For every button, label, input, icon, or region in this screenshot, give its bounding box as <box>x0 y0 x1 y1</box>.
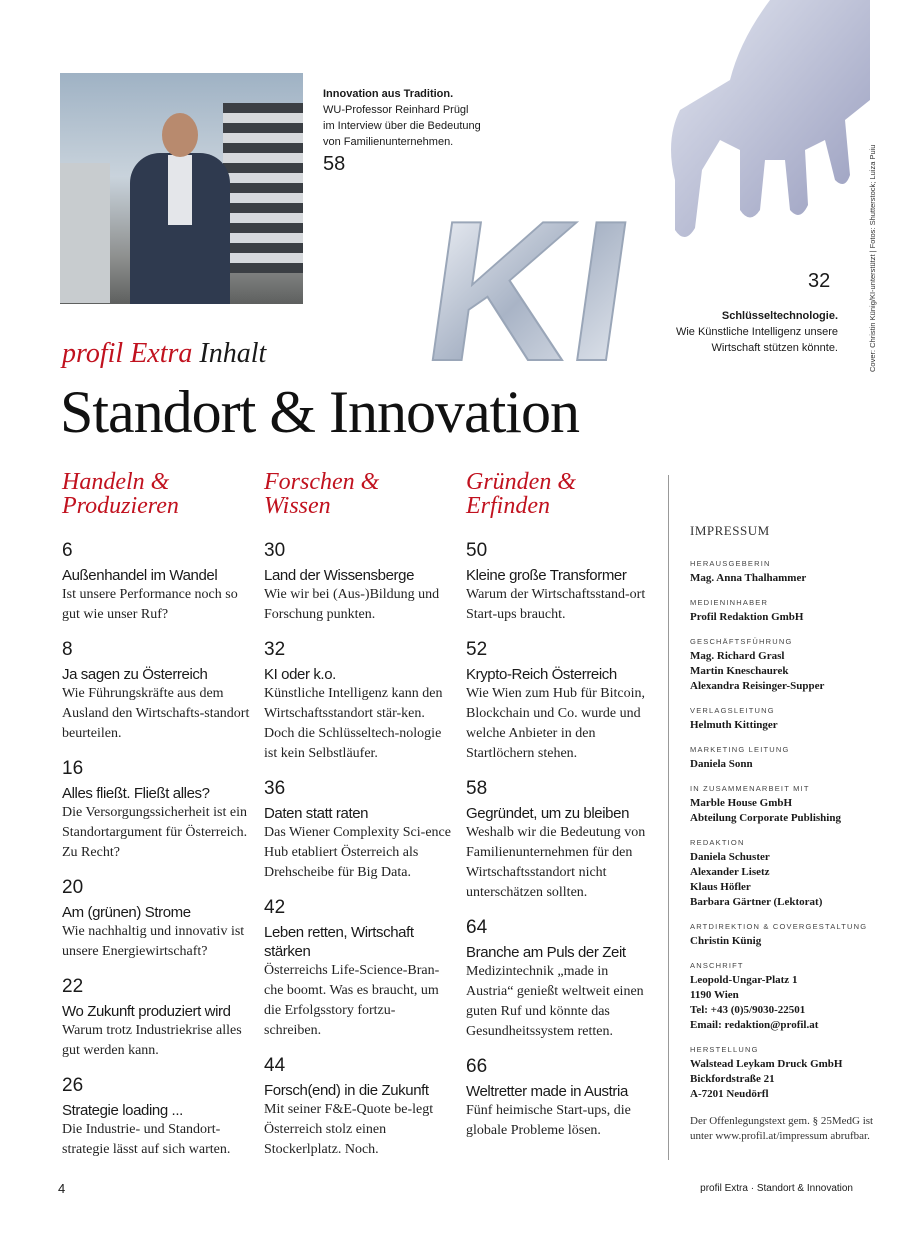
impressum-names <box>690 1057 890 1102</box>
impressum-names <box>690 571 890 586</box>
toc-item-description: Warum trotz Industriekrise alles gut werden kann. <box>62 1023 242 1058</box>
impressum-role: IN ZUSAMMENARBEIT MIT <box>690 784 810 793</box>
impressum-name: Bickfordstraße 21 <box>690 1073 775 1085</box>
cover-teaser-text: Wie Künstliche Intelligenz unsere Wirtschaft stützen könnte. <box>675 326 838 354</box>
impressum-role: ARTDIREKTION & COVERGESTALTUNG <box>690 922 868 931</box>
kicker <box>62 338 266 370</box>
impressum-role: HERSTELLUNG <box>690 1045 759 1054</box>
toc-item-description: Mit seiner F&E-Quote be-legt Österreich stolz einen Stockerlplatz. Noch. <box>264 1102 434 1157</box>
impressum-role: REDAKTION <box>690 838 745 847</box>
toc-page-number: 16 <box>62 758 84 779</box>
impressum-name: Klaus Höfler <box>690 881 751 893</box>
toc-item-description: Wie Führungskräfte aus dem Ausland den Wirtschafts-standort beurteilen. <box>62 686 250 741</box>
toc-item-title: Außenhandel im Wandel <box>62 567 218 584</box>
impressum-names <box>690 718 890 733</box>
impressum-name: Daniela Sonn <box>690 758 753 770</box>
impressum-role: GESCHÄFTSFÜHRUNG <box>690 637 793 646</box>
impressum-note: Der Offenlegungstext gem. § 25MedG ist unter www.profil.at/impressum abrufbar. <box>690 1115 874 1142</box>
toc-item-description: Ist unsere Performance noch so gut wie unser Ruf? <box>62 587 238 622</box>
toc-page-number: 42 <box>264 897 286 918</box>
impressum-heading: IMPRESSUM <box>690 523 770 538</box>
impressum-name: A-7201 Neudörfl <box>690 1088 769 1100</box>
toc-item-title: Leben retten, Wirtschaft stärken <box>264 924 414 960</box>
impressum-name: Mag. Anna Thalhammer <box>690 572 807 584</box>
impressum-names <box>690 973 890 1033</box>
impressum-name: Abteilung Corporate Publishing <box>690 812 841 824</box>
toc-item-title: Kleine große Transformer <box>466 567 627 584</box>
cover-teaser-page: 32 <box>808 270 831 292</box>
impressum-name: Leopold-Ungar-Platz 1 <box>690 974 798 986</box>
toc-item-title: Daten statt raten <box>264 805 369 822</box>
toc-item-description: Künstliche Intelligenz kann den Wirtschaftsstandort stär-ken. Doch die Schlüsseltech-nologie ist kein Selbstläufer. <box>264 686 443 761</box>
toc-item-title: Alles fließt. Fließt alles? <box>62 785 210 802</box>
impressum-name: Tel: +43 (0)5/9030-22501 <box>690 1004 806 1016</box>
ki-letters: KI <box>413 178 645 403</box>
toc-item[interactable] <box>466 778 654 903</box>
toc-page-number: 64 <box>466 917 488 938</box>
impressum-name: Martin Kneschaurek <box>690 665 789 677</box>
toc-item-description: Die Versorgungssicherheit ist ein Standortargument für Österreich. Zu Recht? <box>62 805 248 860</box>
impressum-name: Alexandra Reisinger-Supper <box>690 680 825 692</box>
impressum-name: 1190 Wien <box>690 989 739 1001</box>
toc-item-description: Das Wiener Complexity Sci-ence Hub etabliert Österreich als Drehscheibe für Big Data. <box>264 825 451 880</box>
impressum-name: Alexander Lisetz <box>690 866 770 878</box>
impressum-role: MEDIENINHABER <box>690 598 769 607</box>
toc-page-number: 36 <box>264 778 286 799</box>
toc-item[interactable] <box>62 1075 250 1160</box>
toc-page-number: 6 <box>62 540 73 561</box>
page-number: 4 <box>58 1181 66 1196</box>
page-title: Standort & Innovation <box>60 379 579 445</box>
section-heading: Handeln & Produzieren <box>62 469 179 519</box>
teaser-title: Innovation aus Tradition. <box>323 88 454 100</box>
impressum-name: Christin Künig <box>690 935 762 947</box>
brand-name: profil Extra <box>62 338 193 369</box>
cover-teaser-title: Schlüsseltechnologie. <box>721 310 838 322</box>
toc-item-title: Krypto-Reich Österreich <box>466 666 617 683</box>
toc-item[interactable] <box>264 897 452 1041</box>
impressum-names <box>690 610 890 625</box>
toc-item[interactable] <box>62 639 250 744</box>
toc-item[interactable] <box>62 758 250 863</box>
impressum-name: Walstead Leykam Druck GmbH <box>690 1058 843 1070</box>
toc-item-description: Warum der Wirtschaftsstand-ort Start-ups braucht. <box>466 587 646 622</box>
teaser-page: 58 <box>323 153 346 175</box>
toc-item-title: Land der Wissensberge <box>264 567 415 584</box>
toc-item-title: Wo Zukunft produziert wird <box>62 1003 231 1020</box>
impressum-role: HERAUSGEBERIN <box>690 559 771 568</box>
toc-item[interactable] <box>466 540 654 625</box>
toc-page-number: 52 <box>466 639 488 660</box>
impressum-role: ANSCHRIFT <box>690 961 744 970</box>
toc-page-number: 66 <box>466 1056 488 1077</box>
toc-page-number: 58 <box>466 778 488 799</box>
toc-item-title: Ja sagen zu Österreich <box>62 666 208 683</box>
impressum-names <box>690 796 890 826</box>
impressum-role: VERLAGSLEITUNG <box>690 706 775 715</box>
toc-item-title: KI oder k.o. <box>264 666 336 683</box>
toc-item[interactable] <box>466 917 654 1042</box>
impressum-role: MARKETING LEITUNG <box>690 745 790 754</box>
toc-page-number: 20 <box>62 877 84 898</box>
impressum-name: Helmuth Kittinger <box>690 719 778 731</box>
toc-item[interactable] <box>264 778 452 883</box>
column-divider <box>668 475 669 1160</box>
toc-page-number: 22 <box>62 976 84 997</box>
impressum <box>690 523 890 1144</box>
toc-item-title: Am (grünen) Strome <box>62 904 191 921</box>
toc-page-number: 8 <box>62 639 73 660</box>
kicker-word: Inhalt <box>199 338 267 369</box>
impressum-name: Barbara Gärtner (Lektorat) <box>690 896 823 908</box>
impressum-name: Email: redaktion@profil.at <box>690 1019 819 1031</box>
toc-item-description: Die Industrie- und Standort-strategie lässt auf sich warten. <box>62 1122 231 1157</box>
impressum-names <box>690 649 890 694</box>
toc-item-title: Gegründet, um zu bleiben <box>466 805 630 822</box>
impressum-name: Daniela Schuster <box>690 851 770 863</box>
portrait-photo <box>60 73 303 304</box>
impressum-names <box>690 934 890 949</box>
toc-item-description: Fünf heimische Start-ups, die globale Probleme lösen. <box>466 1103 631 1138</box>
impressum-names <box>690 850 890 910</box>
toc-item[interactable] <box>466 639 654 764</box>
toc-page-number: 30 <box>264 540 286 561</box>
impressum-name: Profil Redaktion GmbH <box>690 611 804 623</box>
toc-item-title: Branche am Puls der Zeit <box>466 944 626 961</box>
toc-item[interactable] <box>62 976 250 1061</box>
toc-item-description: Weshalb wir die Bedeutung von Familienunternehmen für den Wirtschaftsstandort nicht unterschätzen sollten. <box>466 825 646 900</box>
toc-page-number: 50 <box>466 540 488 561</box>
section-heading: Gründen & Erfinden <box>466 469 576 519</box>
toc-item[interactable] <box>264 639 452 764</box>
impressum-names <box>690 757 890 772</box>
teaser-cover[interactable] <box>640 308 838 356</box>
toc-item-title: Forsch(end) in die Zukunft <box>264 1082 429 1099</box>
toc-item[interactable] <box>264 540 452 625</box>
toc-column <box>466 470 654 1155</box>
toc-item-description: Wie Wien zum Hub für Bitcoin, Blockchain und Co. wurde und welche Anbieter in den Startlöchern stehen. <box>466 686 646 761</box>
toc-column <box>264 470 452 1174</box>
toc-item[interactable] <box>264 1055 452 1160</box>
photo-credit: Cover: Christin Künig/KI-unterstützt | Fotos: Shutterstock; Luiza Puiu <box>868 144 877 372</box>
toc-item[interactable] <box>62 540 250 625</box>
toc-item-title: Strategie loading ... <box>62 1102 183 1119</box>
toc-page-number: 26 <box>62 1075 84 1096</box>
toc-item-description: Wie nachhaltig und innovativ ist unsere Energiewirtschaft? <box>62 924 245 959</box>
toc-column <box>62 470 250 1174</box>
teaser-text: WU-Professor Reinhard Prügl im Interview über die Bedeutung von Familienunternehmen. <box>323 104 481 148</box>
toc-item-description: Wie wir bei (Aus-)Bildung und Forschung punkten. <box>264 587 440 622</box>
toc-item-description: Österreichs Life-Science-Bran-che boomt. Was es braucht, um die Erfolgsstory fortzu-schreiben. <box>264 963 440 1038</box>
toc-item[interactable] <box>62 877 250 962</box>
impressum-name: Mag. Richard Grasl <box>690 650 785 662</box>
section-heading: Forschen & Wissen <box>264 469 380 519</box>
toc-item-description: Medizintechnik „made in Austria“ genießt weltweit einen guten Ruf und könnte das Gesundheitssystem retten. <box>466 964 644 1039</box>
footer-text: profil Extra · Standort & Innovation <box>700 1183 853 1194</box>
impressum-name: Marble House GmbH <box>690 797 793 809</box>
toc-page-number: 44 <box>264 1055 286 1076</box>
toc-page-number: 32 <box>264 639 286 660</box>
toc-item[interactable] <box>466 1056 654 1141</box>
toc-item-title: Weltretter made in Austria <box>466 1083 628 1100</box>
